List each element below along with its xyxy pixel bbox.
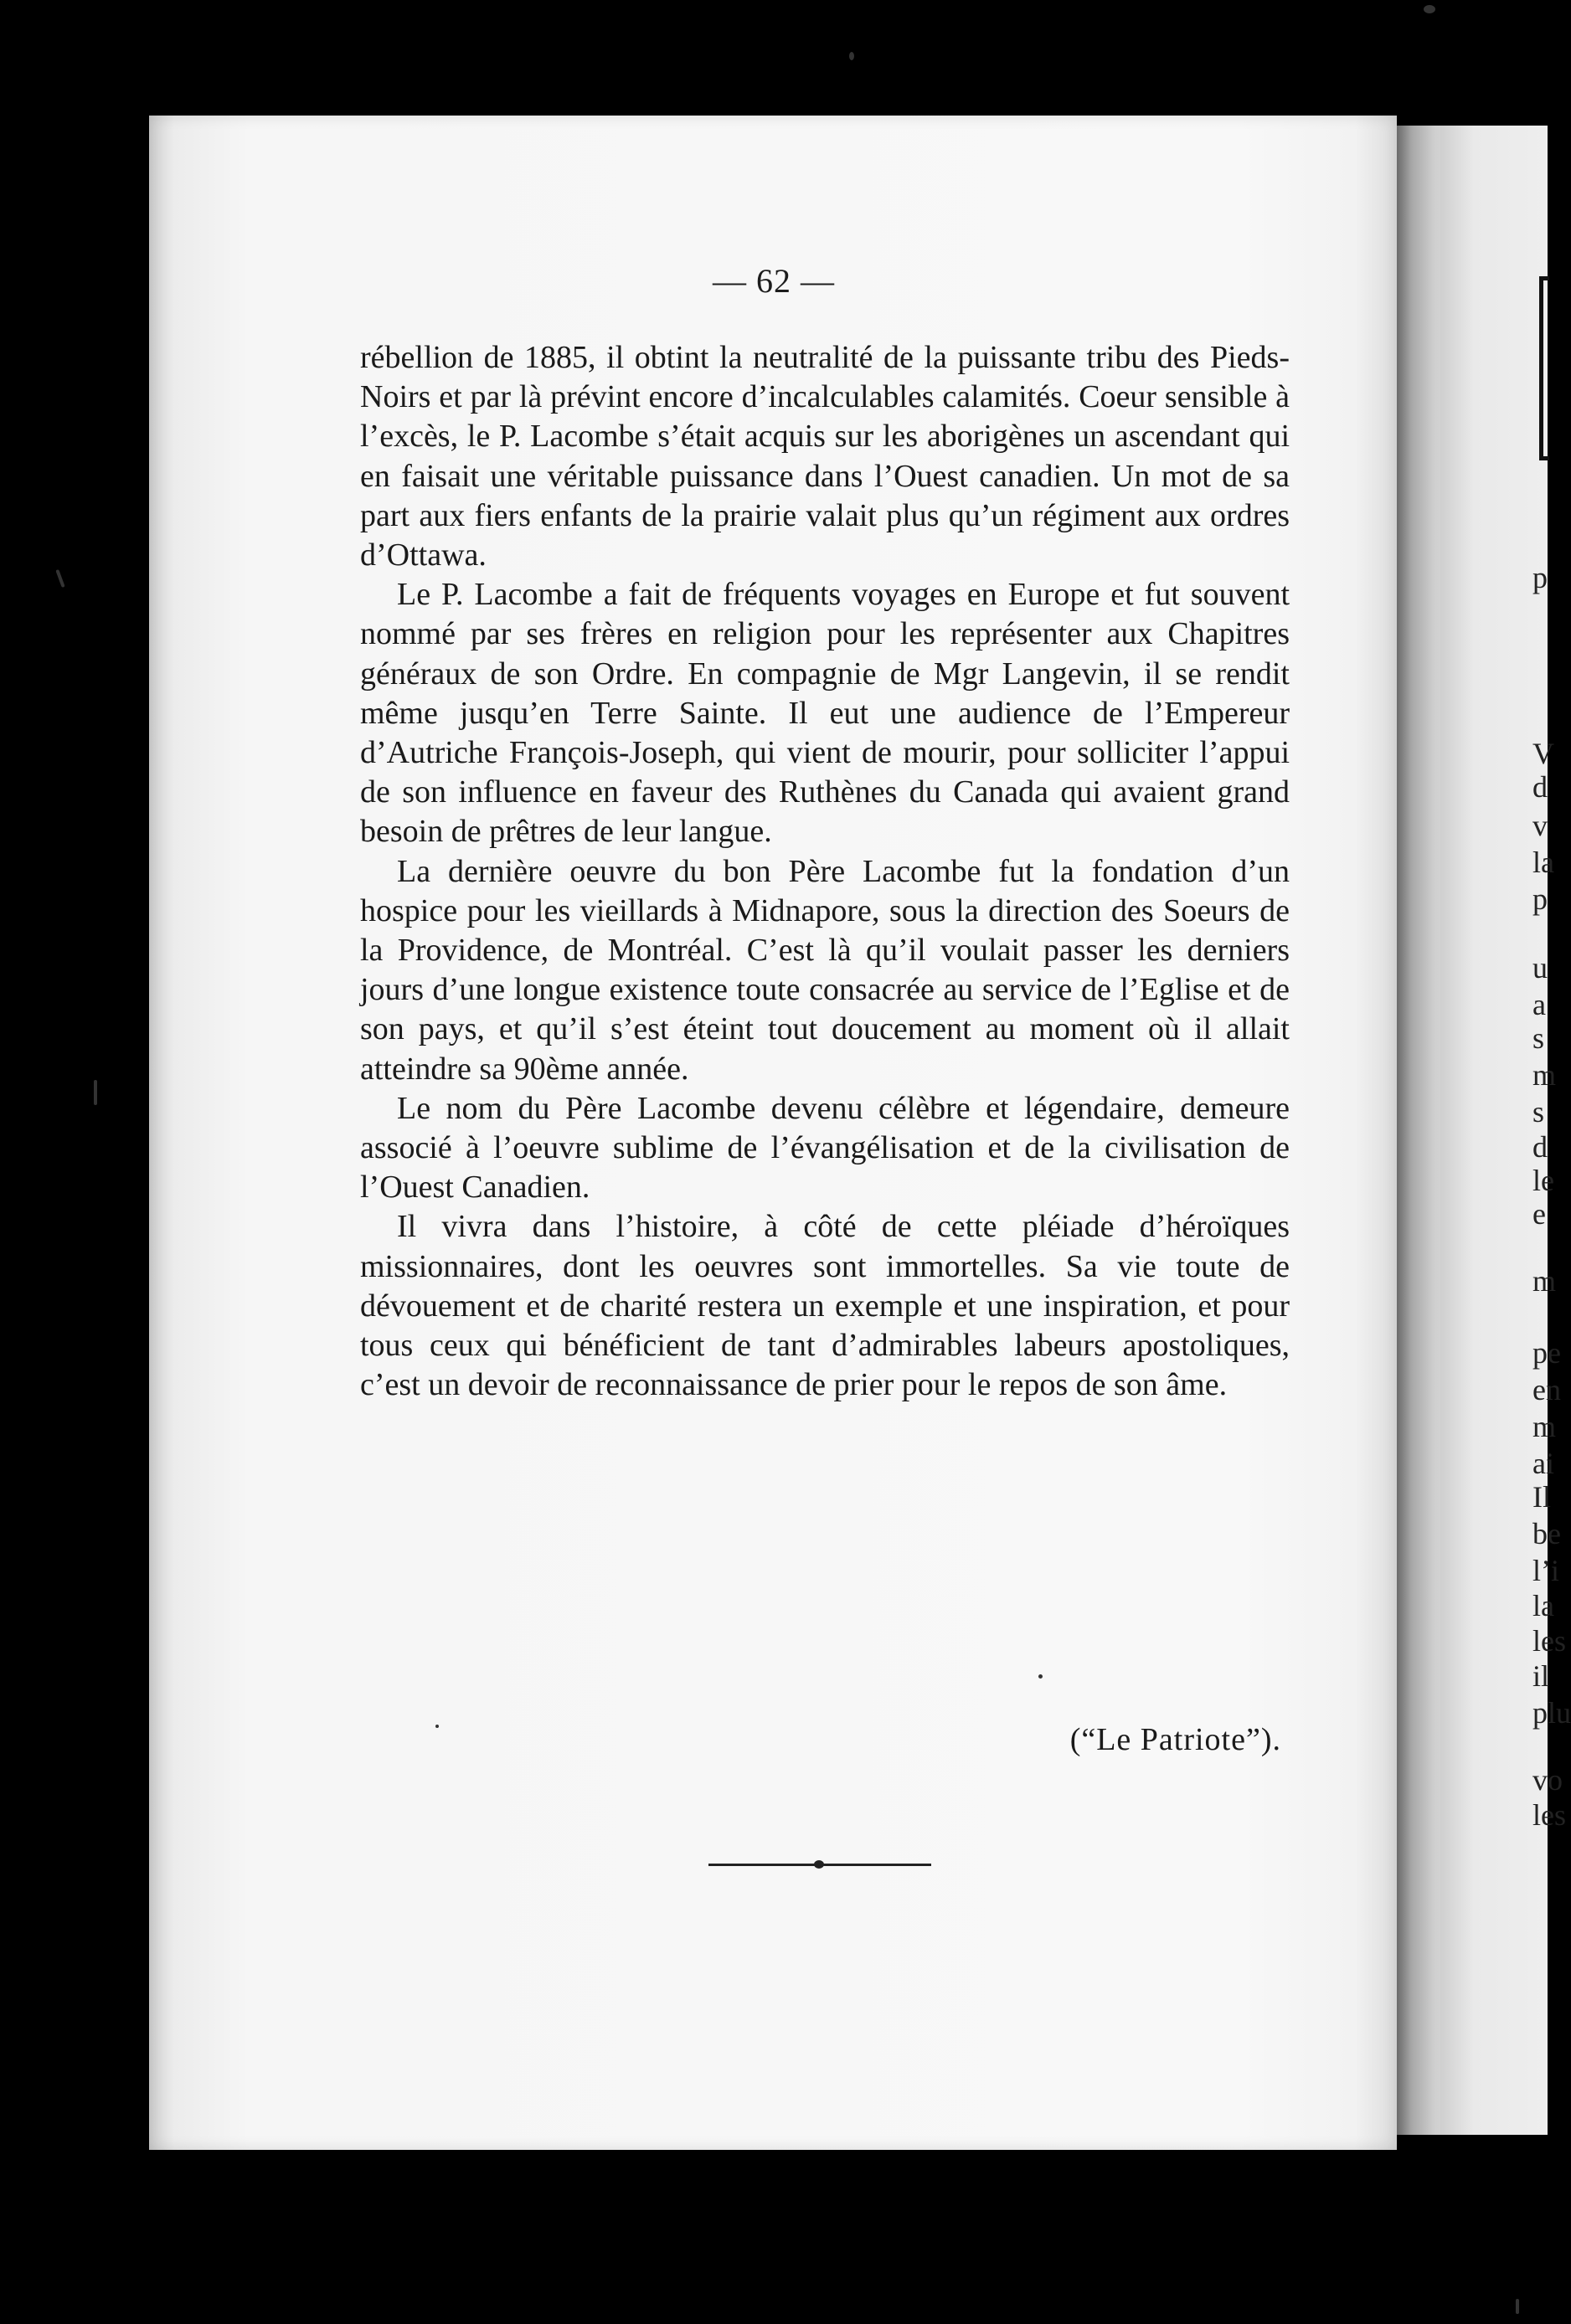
- speck: [1516, 2299, 1519, 2314]
- right-fragment: m: [1532, 1264, 1557, 1298]
- book-page-right: [1440, 126, 1548, 2135]
- article-body: [360, 338, 1290, 1405]
- right-fragment: les: [1532, 1798, 1566, 1832]
- right-fragment: v: [1532, 809, 1548, 842]
- right-fragment: a: [1532, 988, 1546, 1021]
- right-fragment: la: [1532, 1589, 1554, 1622]
- right-fragment: m: [1532, 1410, 1557, 1443]
- right-fragment: p: [1532, 561, 1548, 594]
- speck: [1424, 5, 1435, 13]
- source-attribution: (“Le Patriote”).: [1069, 1722, 1281, 1757]
- right-fragment: u: [1532, 951, 1548, 985]
- right-fragment: les: [1532, 1624, 1566, 1658]
- speck: [849, 52, 854, 60]
- right-fragment: vo: [1532, 1763, 1563, 1797]
- right-fragment: d: [1532, 1130, 1548, 1164]
- right-fragment: s: [1532, 1095, 1545, 1129]
- speck: [435, 1725, 439, 1728]
- paragraph-5: Il vivra dans l’histoire, à côté de cette pléiade d’héroïques missionnaires, dont les oeuvres sont immortelles. Sa vie toute de dévouement et de charité restera un exemple et une inspiration, et pour tous ceux qui bénéficient de tant d’admirables labeurs apostoliques, c’est un devoir de reconnaissance de prier pour le repos de son âme.: [360, 1209, 1290, 1403]
- right-fragment: s: [1532, 1021, 1545, 1055]
- speck: [94, 1080, 97, 1105]
- page-number: — 62 —: [713, 262, 835, 300]
- right-fragment: Il: [1532, 1480, 1551, 1514]
- right-fragment: plu: [1532, 1696, 1571, 1730]
- speck: [1038, 1674, 1043, 1679]
- right-fragment: V: [1532, 737, 1554, 770]
- right-page-text-fragments: [1532, 0, 1571, 2324]
- paragraph-1: rébellion de 1885, il obtint la neutralité de la puissante tribu des Pieds-Noirs et par là prévint encore d’incalculables calamités. Coeur sensible à l’excès, le P. Lacombe s’était acquis sur les aborigènes un ascendant qui en faisait une véritable puissance dans l’Ouest canadien. Un mot de sa part aux fiers enfants de la prairie valait plus qu’un régiment aux ordres d’Ottawa.: [360, 340, 1290, 573]
- closing-rule-dot: [814, 1860, 824, 1869]
- right-fragment: il: [1532, 1659, 1550, 1693]
- paragraph-2: Le P. Lacombe a fait de fréquents voyages en Europe et fut souvent nommé par ses frères en religion pour les représenter aux Chapitres généraux de son Ordre. En compagnie de Mgr Langevin, il se rendit même jusqu’en Terre Sainte. Il eut une audience de l’Empereur d’Autriche François-Joseph, qui vient de mourir, pour solliciter l’appui de son influence en faveur des Ruthènes du Canada qui avaient grand besoin de prêtres de leur langue.: [360, 577, 1290, 850]
- right-fragment: en: [1532, 1373, 1561, 1406]
- right-fragment: e: [1532, 1197, 1546, 1231]
- right-fragment: p: [1532, 882, 1548, 916]
- right-fragment: be: [1532, 1517, 1561, 1550]
- paragraph-3: La dernière oeuvre du bon Père Lacombe fut la fondation d’un hospice pour les vieillards à Midnapore, sous la direction des Soeurs de la Providence, de Montréal. C’est là qu’il voulait passer les derniers jours d’une longue existence toute consacrée au service de l’Eglise et de son pays, et qu’il s’est éteint tout doucement au moment où il allait atteindre sa 90ème année.: [360, 853, 1290, 1087]
- right-fragment: la: [1532, 846, 1554, 879]
- paragraph-4: Le nom du Père Lacombe devenu célèbre et légendaire, demeure associé à l’oeuvre sublime de l’évangélisation et de la civilisation de l’Ouest Canadien.: [360, 1090, 1290, 1206]
- right-fragment: le: [1532, 1164, 1554, 1197]
- right-fragment: l’i: [1532, 1554, 1559, 1587]
- right-fragment: pe: [1532, 1336, 1561, 1370]
- right-fragment: ai: [1532, 1447, 1554, 1480]
- right-fragment: d: [1532, 770, 1548, 804]
- right-fragment: m: [1532, 1058, 1557, 1092]
